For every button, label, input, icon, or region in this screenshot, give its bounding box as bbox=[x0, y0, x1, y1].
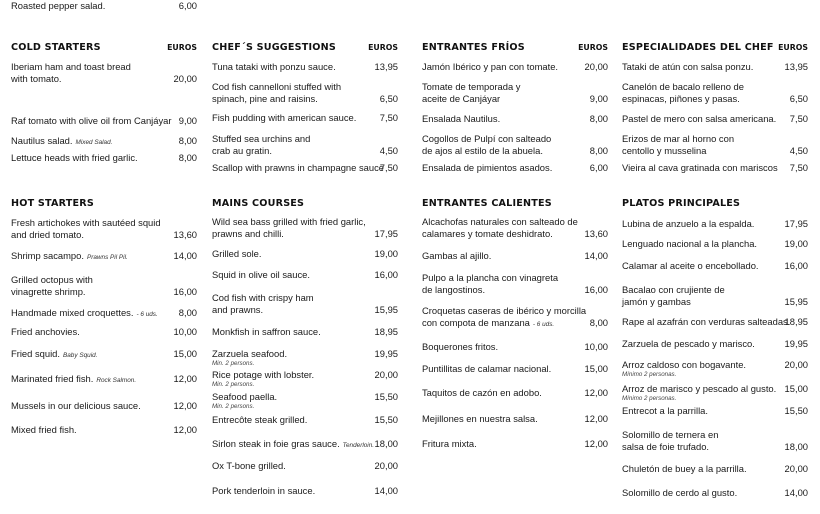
item-name bbox=[11, 115, 171, 127]
item-name-line: Rape al azafrán con verduras salteadas. bbox=[622, 316, 791, 327]
item-name-line: Vieira al cava gratinada con mariscos bbox=[622, 162, 778, 173]
item-price: 13,95 bbox=[784, 61, 808, 72]
item-price: 6,50 bbox=[789, 93, 808, 105]
menu-column bbox=[422, 0, 608, 514]
item-name-line: Mejillones en nuestra salsa. bbox=[422, 413, 538, 424]
item-name-line: con compota de manzana bbox=[422, 317, 530, 329]
item-name bbox=[622, 113, 776, 125]
item-price: 8,00 bbox=[178, 135, 197, 146]
item-price: 6,50 bbox=[379, 93, 398, 105]
item-name bbox=[422, 387, 542, 399]
item-name-line: Tuna tataki with ponzu sauce. bbox=[212, 61, 336, 72]
item-price: 18,00 bbox=[784, 441, 808, 453]
item-name-line: Zarzuela seafood. bbox=[212, 348, 288, 359]
item-name-line: Canelón de bacalo relleno de bbox=[622, 81, 744, 92]
item-name bbox=[212, 81, 341, 106]
item-name bbox=[622, 218, 754, 230]
item-name bbox=[622, 316, 790, 328]
item-name bbox=[212, 269, 310, 281]
item-price: 7,50 bbox=[789, 113, 808, 124]
item-name-line: Bacalao con crujiente de bbox=[622, 284, 725, 295]
item-name bbox=[622, 260, 759, 272]
item-name-line: espinacas, piñones y pasas. bbox=[622, 93, 740, 105]
item-name-line: Erizos de mar al horno con bbox=[622, 133, 735, 144]
item-name-line: Cod fish cannelloni stuffed with bbox=[212, 81, 342, 92]
section-title: HOT STARTERS bbox=[11, 198, 94, 209]
item-subnote: Mínimo 2 personas. bbox=[622, 395, 677, 403]
item-name-line: de ajos al estilo de la abuela. bbox=[422, 145, 543, 157]
item-price: 12,00 bbox=[584, 413, 608, 424]
item-name bbox=[11, 0, 105, 12]
item-name bbox=[622, 359, 746, 378]
item-subnote: Min. 2 persons. bbox=[212, 381, 255, 389]
item-name-line: crab au gratin. bbox=[212, 145, 272, 157]
price-column-heading: EUROS bbox=[578, 43, 608, 52]
section-header bbox=[422, 42, 608, 56]
item-price: 19,00 bbox=[784, 238, 808, 249]
item-name bbox=[422, 133, 551, 158]
item-name-line: calamares y tomate deshidrato. bbox=[422, 228, 553, 240]
item-name bbox=[212, 348, 287, 367]
item-name bbox=[422, 341, 498, 353]
item-price: 20,00 bbox=[784, 463, 808, 474]
item-price: 12,00 bbox=[584, 438, 608, 449]
item-note: Prawns Pil Pil. bbox=[86, 254, 128, 261]
item-name-line: Marinated fried fish. bbox=[11, 373, 94, 384]
section-header bbox=[11, 42, 197, 56]
item-price: 15,00 bbox=[784, 383, 808, 394]
item-name bbox=[422, 61, 558, 73]
item-name bbox=[422, 81, 521, 106]
item-name bbox=[212, 414, 307, 426]
item-price: 20,00 bbox=[374, 369, 398, 380]
item-name bbox=[212, 133, 310, 158]
item-name bbox=[422, 438, 477, 450]
item-name-line: Calamar al aceite o encebollado. bbox=[622, 260, 759, 271]
item-name bbox=[11, 274, 93, 299]
item-price: 4,50 bbox=[789, 145, 808, 157]
item-price: 12,00 bbox=[173, 400, 197, 411]
item-name bbox=[622, 133, 734, 158]
item-name-line: Shrimp sacampo. bbox=[11, 250, 84, 261]
menu-column bbox=[11, 0, 197, 514]
item-name-line: Croquetas caseras de ibérico y morcilla bbox=[422, 305, 587, 316]
section-header bbox=[11, 198, 197, 212]
item-price: 7,50 bbox=[379, 162, 398, 173]
item-name bbox=[622, 284, 725, 309]
item-name-line: Nautilus salad. bbox=[11, 135, 73, 146]
item-name bbox=[422, 216, 578, 241]
item-name-line: Arroz de marisco y pescado al gusto. bbox=[622, 383, 777, 394]
item-note: Rock Salmon. bbox=[96, 377, 137, 384]
item-name-line: Stuffed sea urchins and bbox=[212, 133, 311, 144]
item-name-line: Grilled octopus with bbox=[11, 274, 93, 285]
item-name bbox=[11, 135, 112, 149]
item-name-line: Monkfish in saffron sauce. bbox=[212, 326, 321, 337]
section-title: ENTRANTES FRÍOS bbox=[422, 42, 525, 53]
section-header bbox=[622, 42, 808, 56]
item-name-line: Boquerones fritos. bbox=[422, 341, 499, 352]
item-price: 17,95 bbox=[784, 218, 808, 229]
item-name-line: Lenguado nacional a la plancha. bbox=[622, 238, 758, 249]
item-name-line: and dried tomato. bbox=[11, 229, 84, 241]
item-price: 8,00 bbox=[178, 152, 197, 163]
item-name bbox=[212, 61, 336, 73]
item-name-line: Iberiam ham and toast bread bbox=[11, 61, 131, 72]
price-column-heading: EUROS bbox=[368, 43, 398, 52]
item-name-line: Puntillitas de calamar nacional. bbox=[422, 363, 552, 374]
item-price: 12,00 bbox=[173, 373, 197, 384]
item-name-line: Chuletón de buey a la parrilla. bbox=[622, 463, 747, 474]
item-name bbox=[622, 383, 776, 402]
item-name bbox=[11, 348, 97, 362]
item-price: 14,00 bbox=[374, 485, 398, 496]
item-name-line: Handmade mixed croquettes. bbox=[11, 307, 134, 318]
item-name bbox=[622, 238, 757, 250]
section-title: PLATOS PRINCIPALES bbox=[622, 198, 741, 209]
item-price: 8,00 bbox=[589, 113, 608, 124]
item-price: 18,95 bbox=[784, 316, 808, 327]
item-price: 19,95 bbox=[784, 338, 808, 349]
item-name-line: Ox T-bone grilled. bbox=[212, 460, 286, 471]
item-name-line: de langostinos. bbox=[422, 284, 486, 296]
item-price: 20,00 bbox=[584, 61, 608, 72]
item-name-line: Solomillo de cerdo al gusto. bbox=[622, 487, 738, 498]
item-name-line: Pastel de mero con salsa americana. bbox=[622, 113, 777, 124]
section-header bbox=[212, 42, 398, 56]
item-price: 4,50 bbox=[379, 145, 398, 157]
item-price: 7,50 bbox=[789, 162, 808, 173]
section-header bbox=[212, 198, 398, 212]
item-name-line: Tataki de atún con salsa ponzu. bbox=[622, 61, 754, 72]
item-name-line: Lettuce heads with fried garlic. bbox=[11, 152, 138, 163]
item-name bbox=[422, 250, 491, 262]
item-name-line: jamón y gambas bbox=[622, 296, 691, 308]
item-price: 14,00 bbox=[173, 250, 197, 261]
item-name-line: Entrecôte steak grilled. bbox=[212, 414, 308, 425]
item-price: 8,00 bbox=[589, 317, 608, 329]
item-name-line: Grilled sole. bbox=[212, 248, 262, 259]
item-note: Mixed Salad. bbox=[75, 139, 113, 146]
item-price: 15,50 bbox=[784, 405, 808, 416]
item-price: 12,00 bbox=[584, 387, 608, 398]
item-name-line: Jamón Ibérico y pan con tomate. bbox=[422, 61, 559, 72]
item-name-line: Gambas al ajillo. bbox=[422, 250, 492, 261]
item-price: 9,00 bbox=[178, 115, 197, 126]
item-name bbox=[422, 113, 500, 125]
item-name bbox=[11, 152, 138, 164]
item-name-line: Alcachofas naturales con salteado de bbox=[422, 216, 578, 227]
item-name bbox=[212, 292, 314, 317]
item-name bbox=[622, 61, 753, 73]
item-name bbox=[622, 487, 737, 499]
item-name-line: and prawns. bbox=[212, 304, 264, 316]
item-price: 18,00 bbox=[374, 438, 398, 449]
item-name-line: Seafood paella. bbox=[212, 391, 278, 402]
section-title: ENTRANTES CALIENTES bbox=[422, 198, 552, 209]
item-name bbox=[11, 217, 161, 242]
item-price: 13,60 bbox=[173, 229, 197, 241]
item-name-line: Roasted pepper salad. bbox=[11, 0, 106, 11]
item-subnote: Min. 2 persons. bbox=[212, 403, 255, 411]
item-name bbox=[11, 250, 128, 264]
item-price: 15,95 bbox=[784, 296, 808, 308]
item-name bbox=[622, 81, 744, 106]
item-note: - 6 uds. bbox=[136, 311, 158, 318]
item-name bbox=[212, 438, 374, 452]
item-price: 16,00 bbox=[784, 260, 808, 271]
item-price: 14,00 bbox=[784, 487, 808, 498]
item-name-line: Mussels in our delicious sauce. bbox=[11, 400, 141, 411]
item-note: Baby Squid. bbox=[62, 352, 98, 359]
item-name bbox=[422, 162, 552, 174]
item-name bbox=[622, 162, 778, 174]
menu-column bbox=[622, 0, 808, 514]
item-price: 15,00 bbox=[584, 363, 608, 374]
item-name-line: Tomate de temporada y bbox=[422, 81, 521, 92]
item-name-line: Rice potage with lobster. bbox=[212, 369, 315, 380]
item-price: 19,95 bbox=[374, 348, 398, 359]
menu-column bbox=[212, 0, 398, 514]
item-name bbox=[11, 326, 80, 338]
item-name bbox=[212, 485, 315, 497]
price-column-heading: EUROS bbox=[778, 43, 808, 52]
item-price: 18,95 bbox=[374, 326, 398, 337]
item-price: 6,00 bbox=[589, 162, 608, 173]
item-name bbox=[622, 405, 708, 417]
item-price: 13,60 bbox=[584, 228, 608, 240]
item-name-line: centollo y musselina bbox=[622, 145, 707, 157]
item-name-line: Mixed fried fish. bbox=[11, 424, 77, 435]
item-name-line: Fritura mixta. bbox=[422, 438, 477, 449]
item-note: Tenderloin. bbox=[342, 442, 375, 449]
item-name bbox=[212, 391, 277, 410]
price-column-heading: EUROS bbox=[167, 43, 197, 52]
item-price: 9,00 bbox=[589, 93, 608, 105]
item-name-line: vinagrette shrimp. bbox=[11, 286, 86, 298]
item-name-line: Pulpo a la plancha con vinagreta bbox=[422, 272, 559, 283]
item-name bbox=[422, 305, 586, 332]
item-name bbox=[422, 272, 558, 297]
item-price: 20,00 bbox=[784, 359, 808, 370]
section-header bbox=[422, 198, 608, 212]
item-name bbox=[622, 463, 747, 475]
item-name-line: Fried anchovies. bbox=[11, 326, 80, 337]
item-price: 6,00 bbox=[178, 0, 197, 11]
item-name bbox=[212, 460, 286, 472]
item-name-line: Taquitos de cazón en adobo. bbox=[422, 387, 542, 398]
item-name bbox=[622, 429, 718, 454]
item-price: 15,00 bbox=[173, 348, 197, 359]
item-price: 12,00 bbox=[173, 424, 197, 435]
section-title: MAINS COURSES bbox=[212, 198, 305, 209]
item-name-line: Ensalada de pimientos asados. bbox=[422, 162, 553, 173]
section-header bbox=[622, 198, 808, 212]
item-price: 10,00 bbox=[173, 326, 197, 337]
item-name-line: Pork tenderloin in sauce. bbox=[212, 485, 316, 496]
item-name-line: Fish pudding with american sauce. bbox=[212, 112, 357, 123]
section-title: CHEF´S SUGGESTIONS bbox=[212, 42, 336, 53]
item-price: 13,95 bbox=[374, 61, 398, 72]
item-price: 7,50 bbox=[379, 112, 398, 123]
item-name bbox=[212, 369, 314, 388]
item-name-line: Cogollos de Pulpí con salteado bbox=[422, 133, 552, 144]
item-name bbox=[11, 424, 77, 436]
item-name bbox=[422, 363, 551, 375]
section-title: COLD STARTERS bbox=[11, 42, 101, 53]
item-name bbox=[622, 338, 755, 350]
item-name-line: Entrecot a la parrilla. bbox=[622, 405, 708, 416]
item-name bbox=[11, 373, 136, 387]
item-name-line: Cod fish with crispy ham bbox=[212, 292, 314, 303]
item-subnote: Min. 2 persons. bbox=[212, 360, 255, 368]
item-name bbox=[11, 61, 131, 86]
item-price: 8,00 bbox=[589, 145, 608, 157]
item-name bbox=[212, 216, 366, 241]
item-subnote: Mínimo 2 personas. bbox=[622, 371, 677, 379]
item-price: 16,00 bbox=[374, 269, 398, 280]
item-name bbox=[212, 326, 321, 338]
item-price: 20,00 bbox=[173, 73, 197, 85]
item-name-line: Raf tomato with olive oil from Canjáyar bbox=[11, 115, 172, 126]
item-name-line: aceite de Canjáyar bbox=[422, 93, 501, 105]
item-name-line: Sirlon steak in foie gras sauce. bbox=[212, 438, 340, 449]
item-name-line: Squid in olive oil sauce. bbox=[212, 269, 310, 280]
section-title: ESPECIALIDADES DEL CHEF bbox=[622, 42, 774, 53]
item-name-line: Fried squid. bbox=[11, 348, 60, 359]
item-name-line: Solomillo de ternera en bbox=[622, 429, 719, 440]
item-name-line: Zarzuela de pescado y marisco. bbox=[622, 338, 755, 349]
item-name-line: Arroz caldoso con bogavante. bbox=[622, 359, 747, 370]
item-price: 20,00 bbox=[374, 460, 398, 471]
item-price: 14,00 bbox=[584, 250, 608, 261]
item-name bbox=[422, 413, 538, 425]
item-price: 19,00 bbox=[374, 248, 398, 259]
item-price: 10,00 bbox=[584, 341, 608, 352]
item-name bbox=[11, 307, 158, 321]
item-name-line: Ensalada Nautilus. bbox=[422, 113, 501, 124]
item-price: 16,00 bbox=[173, 286, 197, 298]
item-name-line: Scallop with prawns in champagne sauce bbox=[212, 162, 384, 173]
item-name bbox=[212, 162, 384, 174]
item-name bbox=[212, 248, 262, 260]
item-note: - 6 uds. bbox=[532, 321, 555, 329]
item-price: 15,50 bbox=[374, 391, 398, 402]
item-price: 8,00 bbox=[178, 307, 197, 318]
item-name-line: prawns and chilli. bbox=[212, 228, 284, 240]
item-name-line: Fresh artichokes with sautéed squid bbox=[11, 217, 161, 228]
item-name-line: Lubina de anzuelo a la espalda. bbox=[622, 218, 755, 229]
item-name-line: salsa de foie trufado. bbox=[622, 441, 710, 453]
item-price: 17,95 bbox=[374, 228, 398, 240]
item-price: 15,50 bbox=[374, 414, 398, 425]
item-price: 15,95 bbox=[374, 304, 398, 316]
item-name bbox=[212, 112, 356, 124]
item-name-line: spinach, pine and raisins. bbox=[212, 93, 318, 105]
item-name bbox=[11, 400, 141, 412]
item-name-line: Wild sea bass grilled with fried garlic, bbox=[212, 216, 366, 227]
item-price: 16,00 bbox=[584, 284, 608, 296]
item-name-line: with tomato. bbox=[11, 73, 62, 85]
